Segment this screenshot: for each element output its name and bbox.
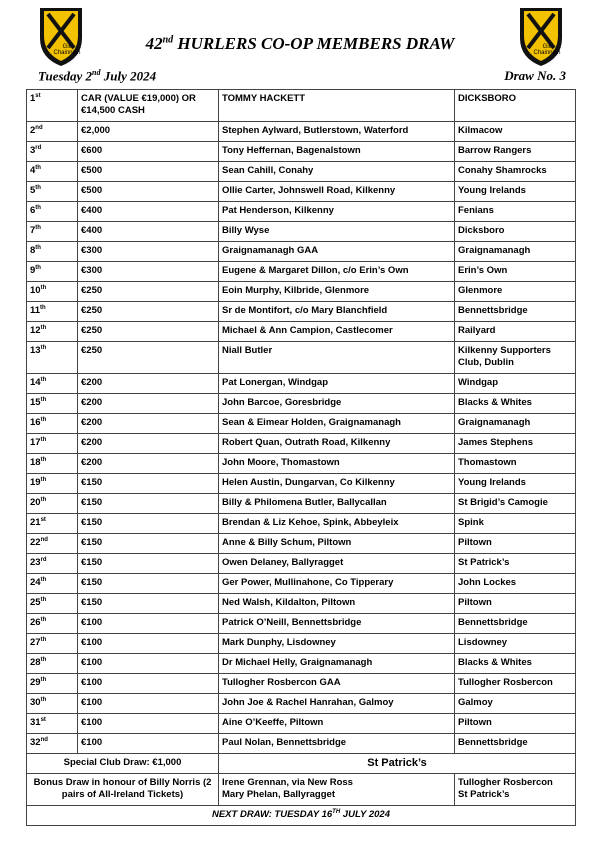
page-title: 42nd HURLERS CO-OP MEMBERS DRAW (145, 34, 455, 53)
special-draw-winner: St Patrick’s (219, 754, 576, 774)
table-row (27, 122, 576, 142)
prize-position: 10th (27, 282, 78, 302)
special-draw-row (27, 754, 576, 774)
winner-club: Bennettsbridge (455, 302, 576, 322)
prize-position: 28th (27, 654, 78, 674)
table-row (27, 162, 576, 182)
winner-club: Piltown (455, 534, 576, 554)
winner-name: Stephen Aylward, Butlerstown, Waterford (219, 122, 455, 142)
prize-position: 21st (27, 514, 78, 534)
prize-position: 25th (27, 594, 78, 614)
prize-amount: €250 (78, 342, 219, 374)
table-row (27, 614, 576, 634)
prize-position: 8th (27, 242, 78, 262)
winner-club: Dicksboro (455, 222, 576, 242)
winner-name: Sean & Eimear Holden, Graignamanagh (219, 414, 455, 434)
prize-position: 16th (27, 414, 78, 434)
table-row (27, 694, 576, 714)
prize-position: 31st (27, 714, 78, 734)
table-row (27, 674, 576, 694)
winner-name: Tony Heffernan, Bagenalstown (219, 142, 455, 162)
table-row (27, 474, 576, 494)
winner-name: Patrick O’Neill, Bennettsbridge (219, 614, 455, 634)
next-draw-notice: NEXT DRAW: TUESDAY 16TH JULY 2024 (27, 806, 576, 826)
prize-amount: €150 (78, 474, 219, 494)
winner-club: Spink (455, 514, 576, 534)
prize-amount: €300 (78, 262, 219, 282)
winner-name: Owen Delaney, Ballyragget (219, 554, 455, 574)
winner-club: Galmoy (455, 694, 576, 714)
winner-club: Young Irelands (455, 474, 576, 494)
winner-club: Graignamanagh (455, 242, 576, 262)
prize-amount: €500 (78, 162, 219, 182)
winner-club: Kilmacow (455, 122, 576, 142)
winner-name: Robert Quan, Outrath Road, Kilkenny (219, 434, 455, 454)
draw-number: Draw No. 3 (504, 68, 566, 83)
winner-club: Thomastown (455, 454, 576, 474)
winner-club: Kilkenny Supporters Club, Dublin (455, 342, 576, 374)
winner-club: Bennettsbridge (455, 614, 576, 634)
winner-club: Fenians (455, 202, 576, 222)
winner-name: Aine O’Keeffe, Piltown (219, 714, 455, 734)
prize-amount: €100 (78, 734, 219, 754)
winner-name: Billy Wyse (219, 222, 455, 242)
winner-club: Piltown (455, 714, 576, 734)
winner-name: Michael & Ann Campion, Castlecomer (219, 322, 455, 342)
prize-position: 7th (27, 222, 78, 242)
table-row (27, 394, 576, 414)
prize-position: 12th (27, 322, 78, 342)
table-row (27, 262, 576, 282)
table-row (27, 342, 576, 374)
prize-amount: €200 (78, 434, 219, 454)
prize-amount: €400 (78, 222, 219, 242)
prize-position: 1st (27, 90, 78, 122)
table-row (27, 90, 576, 122)
winner-name: Dr Michael Helly, Graignamanagh (219, 654, 455, 674)
prize-amount: €150 (78, 594, 219, 614)
kilkenny-crest-right: Gill Chainnigh (518, 8, 564, 66)
table-row (27, 654, 576, 674)
prize-amount: €150 (78, 574, 219, 594)
winner-name: Mark Dunphy, Lisdowney (219, 634, 455, 654)
table-row (27, 534, 576, 554)
prize-position: 17th (27, 434, 78, 454)
prize-position: 3rd (27, 142, 78, 162)
prize-position: 14th (27, 374, 78, 394)
prize-position: 30th (27, 694, 78, 714)
table-row (27, 734, 576, 754)
prize-position: 27th (27, 634, 78, 654)
table-row (27, 514, 576, 534)
winner-club: St Patrick’s (455, 554, 576, 574)
prize-position: 18th (27, 454, 78, 474)
prize-amount: €100 (78, 674, 219, 694)
prize-amount: €100 (78, 614, 219, 634)
table-row (27, 414, 576, 434)
prize-amount: CAR (VALUE €19,000) OR €14,500 CASH (78, 90, 219, 122)
table-row (27, 574, 576, 594)
prize-amount: €2,000 (78, 122, 219, 142)
table-row (27, 594, 576, 614)
prize-amount: €250 (78, 302, 219, 322)
prize-position: 26th (27, 614, 78, 634)
prize-amount: €100 (78, 654, 219, 674)
table-row (27, 434, 576, 454)
prize-position: 13th (27, 342, 78, 374)
table-row (27, 714, 576, 734)
prize-amount: €150 (78, 534, 219, 554)
bonus-draw-winners: Irene Grennan, via New Ross Mary Phelan, Ballyragget (219, 774, 455, 806)
bonus-draw-row (27, 774, 576, 806)
winner-name: Ollie Carter, Johnswell Road, Kilkenny (219, 182, 455, 202)
table-row (27, 374, 576, 394)
winner-club: St Brigid’s Camogie (455, 494, 576, 514)
prize-position: 15th (27, 394, 78, 414)
table-row (27, 634, 576, 654)
winner-club: James Stephens (455, 434, 576, 454)
winner-club: DICKSBORO (455, 90, 576, 122)
prize-position: 20th (27, 494, 78, 514)
winner-club: John Lockes (455, 574, 576, 594)
prize-amount: €400 (78, 202, 219, 222)
table-row (27, 242, 576, 262)
winner-club: Tullogher Rosbercon (455, 674, 576, 694)
prize-amount: €200 (78, 394, 219, 414)
prize-position: 11th (27, 302, 78, 322)
winner-name: Pat Lonergan, Windgap (219, 374, 455, 394)
prize-amount: €300 (78, 242, 219, 262)
prize-amount: €250 (78, 282, 219, 302)
prize-amount: €200 (78, 454, 219, 474)
prize-position: 32nd (27, 734, 78, 754)
prize-position: 2nd (27, 122, 78, 142)
table-row (27, 302, 576, 322)
winner-club: Barrow Rangers (455, 142, 576, 162)
winner-name: Sr de Montifort, c/o Mary Blanchfield (219, 302, 455, 322)
winner-name: Billy & Philomena Butler, Ballycallan (219, 494, 455, 514)
prize-position: 6th (27, 202, 78, 222)
next-draw-row (27, 806, 576, 826)
prize-position: 22nd (27, 534, 78, 554)
winner-name: Graignamanagh GAA (219, 242, 455, 262)
table-row (27, 454, 576, 474)
winner-name: Eoin Murphy, Kilbride, Glenmore (219, 282, 455, 302)
winner-name: Tullogher Rosbercon GAA (219, 674, 455, 694)
table-row (27, 202, 576, 222)
prize-amount: €100 (78, 634, 219, 654)
winner-club: Young Irelands (455, 182, 576, 202)
prize-position: 19th (27, 474, 78, 494)
bonus-draw-clubs: Tullogher Rosbercon St Patrick’s (455, 774, 576, 806)
table-row (27, 222, 576, 242)
winner-club: Glenmore (455, 282, 576, 302)
prize-amount: €150 (78, 514, 219, 534)
winner-club: Conahy Shamrocks (455, 162, 576, 182)
winner-name: Paul Nolan, Bennettsbridge (219, 734, 455, 754)
prize-position: 23rd (27, 554, 78, 574)
winner-name: TOMMY HACKETT (219, 90, 455, 122)
prize-amount: €100 (78, 714, 219, 734)
prize-position: 24th (27, 574, 78, 594)
draw-date: Tuesday 2nd July 2024 (38, 68, 157, 84)
winner-name: Niall Butler (219, 342, 455, 374)
prize-amount: €150 (78, 494, 219, 514)
table-row (27, 554, 576, 574)
prize-amount: €500 (78, 182, 219, 202)
prize-amount: €200 (78, 414, 219, 434)
results-table (26, 89, 576, 826)
winner-club: Piltown (455, 594, 576, 614)
prize-position: 5th (27, 182, 78, 202)
prize-amount: €600 (78, 142, 219, 162)
winner-club: Erin’s Own (455, 262, 576, 282)
winner-name: Eugene & Margaret Dillon, c/o Erin’s Own (219, 262, 455, 282)
prize-position: 4th (27, 162, 78, 182)
prize-amount: €200 (78, 374, 219, 394)
winner-club: Blacks & Whites (455, 394, 576, 414)
winner-club: Railyard (455, 322, 576, 342)
table-row (27, 142, 576, 162)
bonus-draw-label: Bonus Draw in honour of Billy Norris (2 pairs of All-Ireland Tickets) (27, 774, 219, 806)
prize-amount: €150 (78, 554, 219, 574)
winner-name: John Joe & Rachel Hanrahan, Galmoy (219, 694, 455, 714)
winner-club: Lisdowney (455, 634, 576, 654)
prize-amount: €100 (78, 694, 219, 714)
special-draw-label: Special Club Draw: €1,000 (27, 754, 219, 774)
winner-club: Bennettsbridge (455, 734, 576, 754)
winner-name: Sean Cahill, Conahy (219, 162, 455, 182)
winner-club: Graignamanagh (455, 414, 576, 434)
winner-name: Anne & Billy Schum, Piltown (219, 534, 455, 554)
table-row (27, 494, 576, 514)
prize-amount: €250 (78, 322, 219, 342)
prize-position: 29th (27, 674, 78, 694)
winner-name: Ger Power, Mullinahone, Co Tipperary (219, 574, 455, 594)
table-row (27, 282, 576, 302)
winner-name: Pat Henderson, Kilkenny (219, 202, 455, 222)
table-row (27, 182, 576, 202)
winner-name: John Barcoe, Goresbridge (219, 394, 455, 414)
winner-name: John Moore, Thomastown (219, 454, 455, 474)
prize-position: 9th (27, 262, 78, 282)
winner-club: Windgap (455, 374, 576, 394)
winner-club: Blacks & Whites (455, 654, 576, 674)
winner-name: Brendan & Liz Kehoe, Spink, Abbeyleix (219, 514, 455, 534)
winner-name: Ned Walsh, Kildalton, Piltown (219, 594, 455, 614)
winner-name: Helen Austin, Dungarvan, Co Kilkenny (219, 474, 455, 494)
table-row (27, 322, 576, 342)
kilkenny-crest-left: Gill Chainnigh (38, 8, 84, 66)
